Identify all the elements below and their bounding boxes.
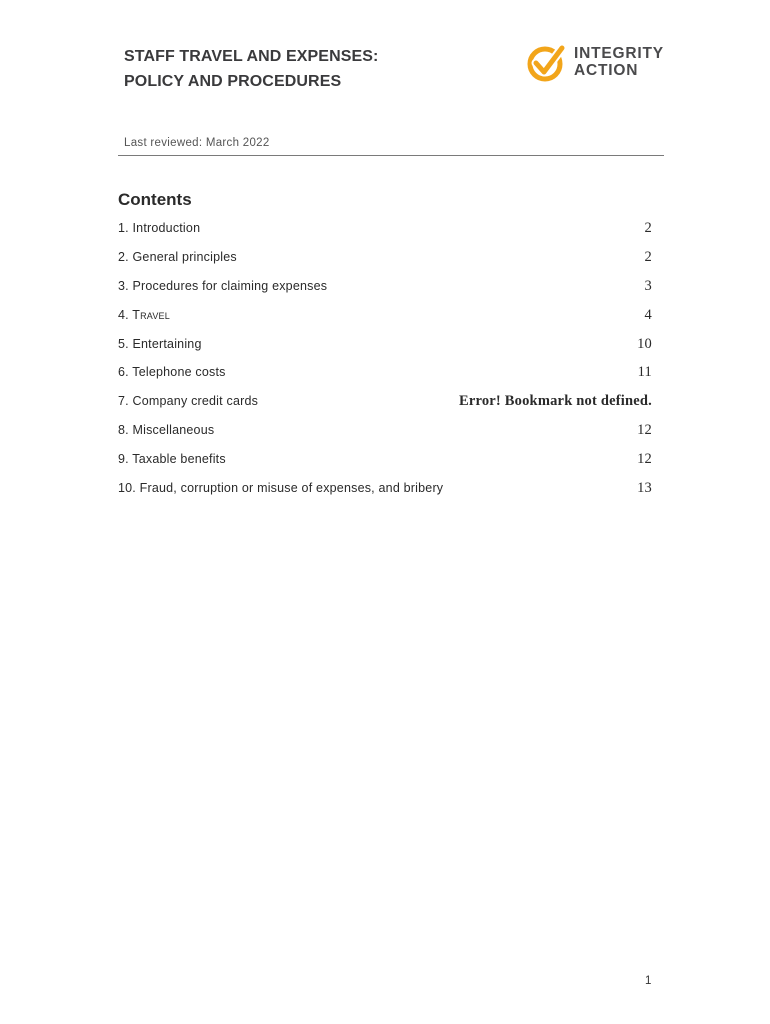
document-title-line-1: STAFF TRAVEL AND EXPENSES: <box>124 48 379 65</box>
toc-entry-label: 5. Entertaining <box>118 336 202 351</box>
toc-entry-label: 6. Telephone costs <box>118 365 226 380</box>
toc-entry-general-principles[interactable] <box>118 247 652 276</box>
toc-entry-page: 11 <box>637 364 652 381</box>
toc-entry-introduction[interactable] <box>118 218 652 247</box>
toc-entry-procedures[interactable] <box>118 276 652 305</box>
table-of-contents <box>118 218 652 507</box>
toc-entry-page: 4 <box>644 306 652 323</box>
toc-entry-page: 12 <box>637 451 652 468</box>
document-title-line-2: POLICY AND PROCEDURES <box>124 73 342 90</box>
logo-wordmark-line-1: INTEGRITY <box>574 45 664 62</box>
toc-entry-telephone-costs[interactable] <box>118 362 652 391</box>
toc-entry-label: 2. General principles <box>118 249 237 264</box>
toc-entry-page: 2 <box>644 248 652 265</box>
toc-entry-company-credit-cards[interactable] <box>118 391 652 420</box>
contents-heading: Contents <box>118 190 192 209</box>
logo-wordmark <box>574 45 664 79</box>
toc-entry-label: 1. Introduction <box>118 221 201 235</box>
page-number: 1 <box>645 975 652 987</box>
toc-entry-label: 10. Fraud, corruption or misuse of expenses, and bribery <box>118 481 444 496</box>
toc-entry-page: 2 <box>644 220 652 236</box>
document-title <box>124 44 378 94</box>
toc-entry-label: 7. Company credit cards <box>118 394 259 409</box>
toc-entry-label: 3. Procedures for claiming expenses <box>118 278 328 293</box>
last-reviewed-date: Last reviewed: March 2022 <box>124 137 270 149</box>
toc-entry-page-error: Error! Bookmark not defined. <box>458 393 652 410</box>
toc-entry-page: 12 <box>637 422 652 439</box>
toc-entry-fraud-corruption[interactable] <box>118 478 652 507</box>
toc-entry-label: 4. Travel <box>118 307 170 322</box>
toc-entry-page: 3 <box>644 277 652 294</box>
toc-entry-miscellaneous[interactable] <box>118 420 652 449</box>
toc-entry-page: 10 <box>637 335 652 352</box>
toc-entry-page: 13 <box>637 480 652 497</box>
logo-wordmark-line-2: ACTION <box>574 62 639 79</box>
header-divider <box>118 155 664 156</box>
toc-entry-taxable-benefits[interactable] <box>118 449 652 478</box>
toc-entry-entertaining[interactable] <box>118 334 652 363</box>
toc-entry-label: 9. Taxable benefits <box>118 452 226 467</box>
toc-entry-travel[interactable] <box>118 305 652 334</box>
toc-entry-label: 8. Miscellaneous <box>118 423 215 438</box>
